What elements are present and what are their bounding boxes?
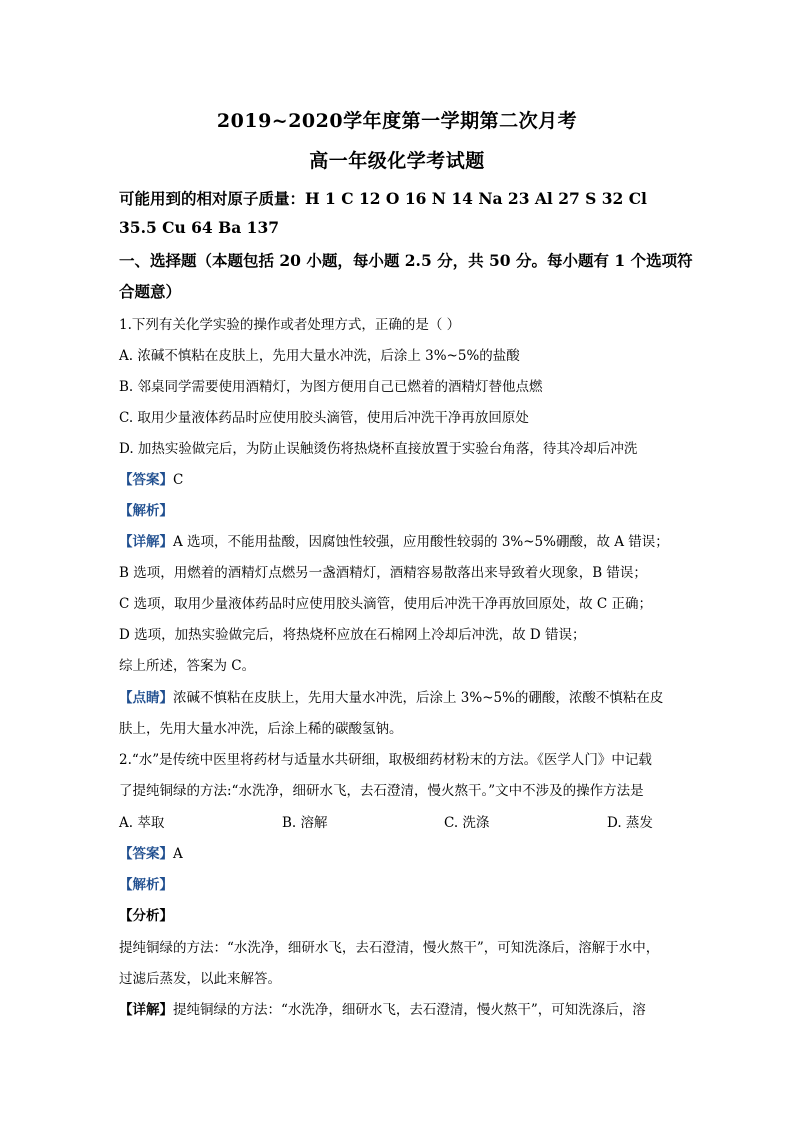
- atomic-mass-line-1: 可能用到的相对原子质量：H 1 C 12 O 16 N 14 Na 23 Al 27 S 32 Cl: [119, 189, 647, 208]
- q2-option-c: C. 洗涤: [444, 815, 490, 831]
- q1-answer: [119, 468, 183, 488]
- detail-tag: 【详解】: [119, 1002, 173, 1018]
- q2-fenxi-line-2: 过滤后蒸发，以此来解答。: [119, 971, 281, 987]
- exam-title: 2019~2020学年度第一学期第二次月考: [216, 110, 578, 132]
- answer-value: C: [173, 472, 184, 488]
- q2-stem-line-1: 2.“水”是传统中医里将药材与适量水共研细，取极细药材粉末的方法。《医学人门》中记载: [119, 752, 652, 768]
- answer-tag: 【答案】: [119, 846, 173, 862]
- comment-text: 浓碱不慎粘在皮肤上，先用大量水冲洗，后涂上 3%~5%的硼酸，浓酸不慎粘在皮: [173, 690, 664, 706]
- q2-option-d: D. 蒸发: [607, 815, 653, 831]
- q2-detail-line-1: [119, 998, 646, 1018]
- q1-option-c: C. 取用少量液体药品时应使用胶头滴管，使用后冲洗干净再放回原处: [119, 410, 529, 426]
- detail-tag: 【详解】: [119, 534, 173, 550]
- q1-analysis-tag: [119, 499, 173, 519]
- section-heading-line-2: 合题意）: [119, 282, 182, 301]
- q1-option-b: B. 邻桌同学需要使用酒精灯，为图方便用自己已燃着的酒精灯替他点燃: [119, 379, 543, 395]
- q2-fenxi-line-1: 提纯铜绿的方法：“水洗净，细研水飞，去石澄清，慢火熬干”，可知洗涤后，溶解于水中，: [119, 940, 660, 956]
- exam-subtitle: 高一年级化学考试题: [309, 150, 485, 172]
- comment-tag: 【点睛】: [119, 690, 173, 706]
- analysis-tag: 【解析】: [119, 877, 173, 893]
- q2-option-b: B. 溶解: [282, 815, 328, 831]
- analysis-tag: 【解析】: [119, 503, 173, 519]
- answer-tag: 【答案】: [119, 472, 173, 488]
- q1-detail-line-2: B 选项，用燃着的酒精灯点燃另一盏酒精灯，酒精容易散落出来导致着火现象，B 错误；: [119, 565, 647, 581]
- q1-detail-line-4: D 选项，加热实验做完后，将热烧杯应放在石棉网上冷却后冲洗，故 D 错误；: [119, 627, 586, 643]
- q2-option-a: A. 萃取: [119, 815, 165, 831]
- section-heading-line-1: 一、选择题（本题包括 20 小题，每小题 2.5 分，共 50 分。每小题有 1 个选项符: [119, 251, 693, 270]
- q1-detail-line-1: [119, 530, 669, 550]
- detail-text: A 选项，不能用盐酸，因腐蚀性较强，应用酸性较弱的 3%~5%硼酸，故 A 错误；: [173, 534, 669, 550]
- q1-stem: 1.下列有关化学实验的操作或者处理方式，正确的是（ ）: [119, 317, 461, 333]
- q1-detail-line-3: C 选项，取用少量液体药品时应使用胶头滴管，使用后冲洗干净再放回原处，故 C 正确；: [119, 596, 653, 612]
- q2-analysis-tag: [119, 873, 173, 893]
- atomic-mass-line-2: 35.5 Cu 64 Ba 137: [119, 218, 280, 237]
- detail-text: 提纯铜绿的方法：“水洗净，细研水飞，去石澄清，慢火熬干”，可知洗涤后，溶: [173, 1002, 646, 1018]
- fenxi-tag: 【分析】: [119, 908, 173, 924]
- q1-comment-line-1: [119, 686, 663, 706]
- q2-fenxi-tag-line: [119, 904, 173, 924]
- q1-comment-line-2: 肤上，先用大量水冲洗，后涂上稀的碳酸氢钠。: [119, 721, 403, 737]
- q1-option-d: D. 加热实验做完后，为防止误触烫伤将热烧杯直接放置于实验台角落，待其冷却后冲洗: [119, 441, 638, 457]
- q1-option-a: A. 浓碱不慎粘在皮肤上，先用大量水冲洗，后涂上 3%~5%的盐酸: [119, 348, 520, 364]
- q2-stem-line-2: 了提纯铜绿的方法:“水洗净，细研水飞，去石澄清，慢火熬干。”文中不涉及的操作方法是: [119, 783, 644, 799]
- answer-value: A: [173, 846, 183, 862]
- q1-detail-line-5: 综上所述，答案为 C。: [119, 658, 256, 674]
- q2-answer: [119, 842, 183, 862]
